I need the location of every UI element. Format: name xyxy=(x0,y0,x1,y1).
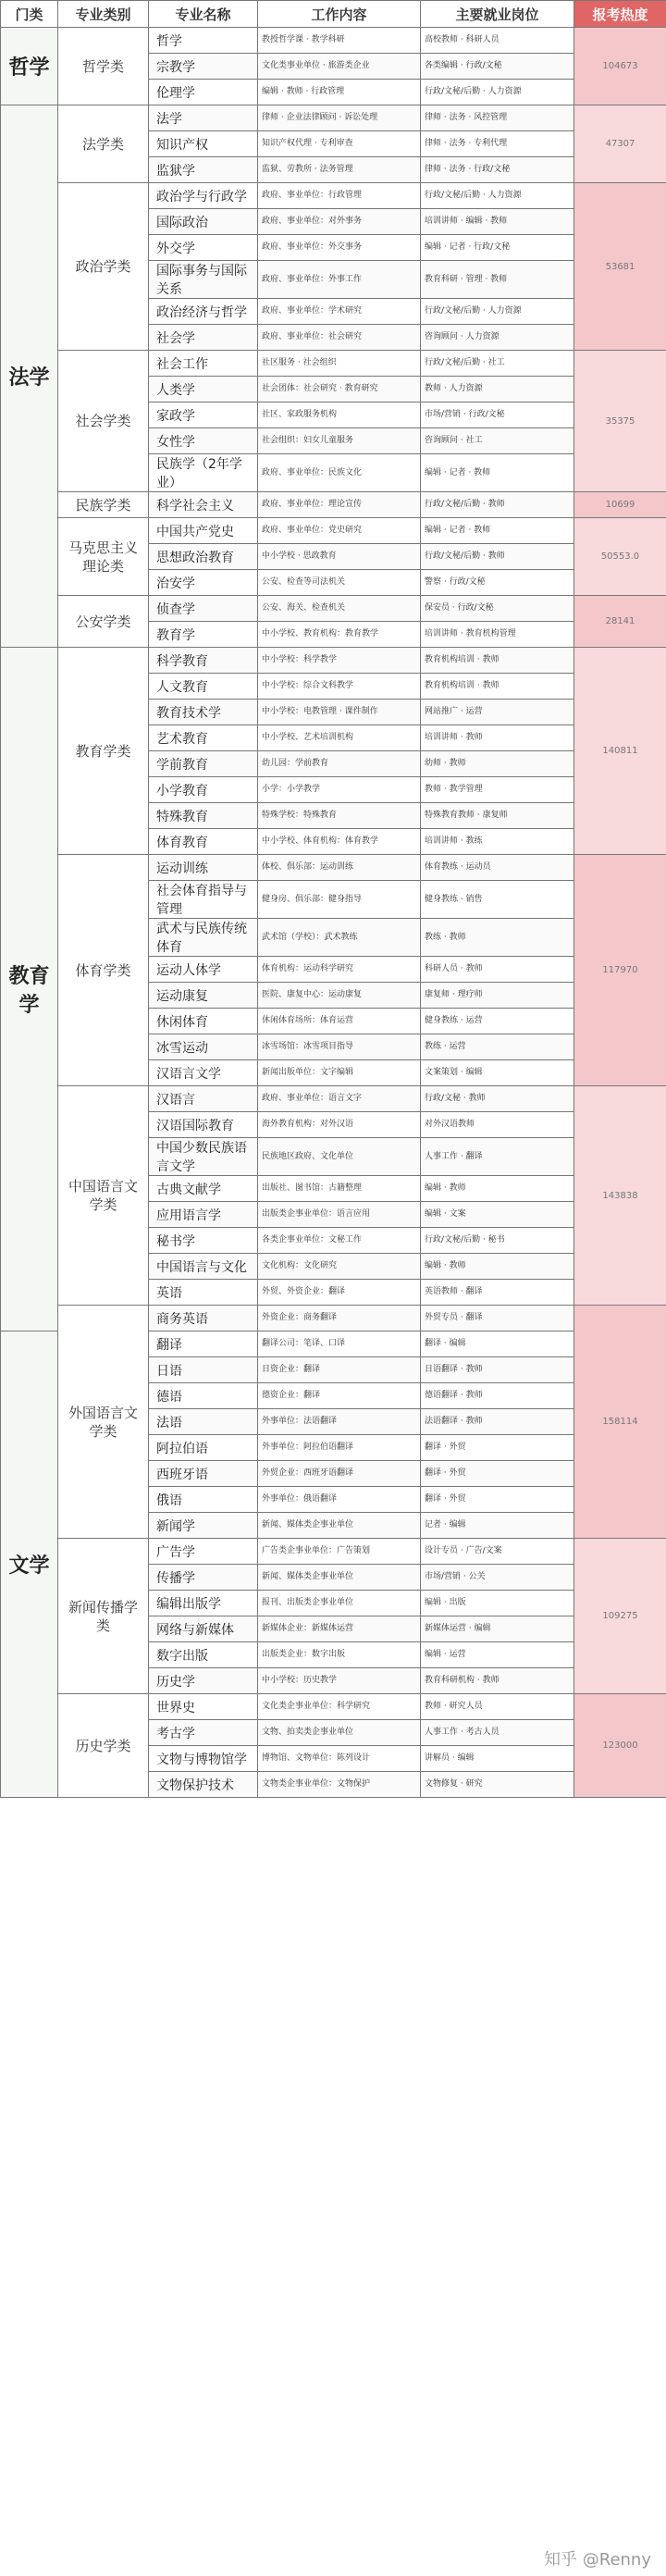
jobs-cell: 教练 · 教师 xyxy=(421,919,574,957)
jobs-cell: 教育科研机构 · 教师 xyxy=(421,1668,574,1694)
jobs-cell: 健身教练 · 运营 xyxy=(421,1009,574,1034)
subcategory-cell: 马克思主义理论类 xyxy=(58,518,149,596)
major-name-cell: 中国少数民族语言文学 xyxy=(149,1138,258,1176)
work-content-cell: 政府、事业单位：民族文化 xyxy=(258,454,421,492)
work-content-cell: 中小学校：科学教学 xyxy=(258,648,421,674)
work-content-cell: 武术馆（学校）：武术教练 xyxy=(258,919,421,957)
work-content-cell: 新闻、媒体类企事业单位 xyxy=(258,1565,421,1591)
work-content-cell: 文物、拍卖类企事业单位 xyxy=(258,1720,421,1746)
header-row xyxy=(1,1,666,28)
major-name-cell: 西班牙语 xyxy=(149,1461,258,1487)
major-name-cell: 广告学 xyxy=(149,1539,258,1565)
major-name-cell: 冰雪运动 xyxy=(149,1034,258,1060)
major-name-cell: 德语 xyxy=(149,1383,258,1409)
work-content-cell: 外贸企业：西班牙语翻译 xyxy=(258,1461,421,1487)
table-row xyxy=(1,105,666,131)
work-content-cell: 新闻、媒体类企事业单位 xyxy=(258,1513,421,1539)
major-name-cell: 运动康复 xyxy=(149,983,258,1009)
major-name-cell: 汉语国际教育 xyxy=(149,1112,258,1138)
header-jobs: 主要就业岗位 xyxy=(421,1,574,28)
major-name-cell: 日语 xyxy=(149,1357,258,1383)
subcategory-cell: 法学类 xyxy=(58,105,149,183)
major-name-cell: 中国语言与文化 xyxy=(149,1254,258,1280)
heat-cell: 47307 xyxy=(574,105,666,183)
jobs-cell: 教师 · 人力资源 xyxy=(421,377,574,402)
jobs-cell: 编辑 · 教师 xyxy=(421,1254,574,1280)
major-name-cell: 思想政治教育 xyxy=(149,544,258,570)
work-content-cell: 各类企事业单位：文秘工作 xyxy=(258,1228,421,1254)
work-content-cell: 政府、事业单位：外交事务 xyxy=(258,235,421,261)
work-content-cell: 社区、家政服务机构 xyxy=(258,402,421,428)
subcategory-cell: 民族学类 xyxy=(58,492,149,518)
jobs-cell: 编辑 · 出版 xyxy=(421,1591,574,1616)
work-content-cell: 社会组织：妇女儿童服务 xyxy=(258,428,421,454)
major-name-cell: 阿拉伯语 xyxy=(149,1435,258,1461)
table-body xyxy=(1,28,666,1798)
subcategory-cell: 新闻传播学类 xyxy=(58,1539,149,1694)
major-name-cell: 监狱学 xyxy=(149,157,258,183)
work-content-cell: 广告类企事业单位：广告策划 xyxy=(258,1539,421,1565)
major-name-cell: 新闻学 xyxy=(149,1513,258,1539)
major-name-cell: 政治经济与哲学 xyxy=(149,299,258,325)
work-content-cell: 社区服务 · 社会组织 xyxy=(258,351,421,377)
work-content-cell: 知识产权代理 · 专利审查 xyxy=(258,131,421,157)
header-subcategory: 专业类别 xyxy=(58,1,149,28)
jobs-cell: 幼师 · 教师 xyxy=(421,751,574,777)
work-content-cell: 幼儿园：学前教育 xyxy=(258,751,421,777)
major-name-cell: 哲学 xyxy=(149,28,258,54)
major-name-cell: 世界史 xyxy=(149,1694,258,1720)
jobs-cell: 编辑 · 记者 · 行政/文秘 xyxy=(421,235,574,261)
heat-cell: 53681 xyxy=(574,183,666,351)
major-name-cell: 考古学 xyxy=(149,1720,258,1746)
major-name-cell: 汉语言文学 xyxy=(149,1060,258,1086)
major-name-cell: 社会体育指导与管理 xyxy=(149,881,258,919)
header-major: 专业名称 xyxy=(149,1,258,28)
major-name-cell: 法语 xyxy=(149,1409,258,1435)
jobs-cell: 人事工作 · 翻译 xyxy=(421,1138,574,1176)
work-content-cell: 中小学校、体育机构：体育教学 xyxy=(258,829,421,855)
header-category: 门类 xyxy=(1,1,58,28)
table-row xyxy=(1,1306,666,1331)
jobs-cell: 特殊教育教师 · 康复师 xyxy=(421,803,574,829)
jobs-cell: 行政/文秘/后勤 · 教师 xyxy=(421,544,574,570)
subcategory-cell: 教育学类 xyxy=(58,648,149,855)
jobs-cell: 网站推广 · 运营 xyxy=(421,700,574,725)
table-row xyxy=(1,855,666,881)
jobs-cell: 行政/文秘/后勤 · 教师 xyxy=(421,492,574,518)
jobs-cell: 设计专员 · 广告/文案 xyxy=(421,1539,574,1565)
jobs-cell: 翻译 · 外贸 xyxy=(421,1461,574,1487)
work-content-cell: 外贸、外资企业：翻译 xyxy=(258,1280,421,1306)
jobs-cell: 咨询顾问 · 社工 xyxy=(421,428,574,454)
major-name-cell: 运动训练 xyxy=(149,855,258,881)
jobs-cell: 教育机构培训 · 教师 xyxy=(421,674,574,700)
work-content-cell: 德资企业：翻译 xyxy=(258,1383,421,1409)
major-name-cell: 治安学 xyxy=(149,570,258,596)
jobs-cell: 律师 · 法务 · 风控管理 xyxy=(421,105,574,131)
jobs-cell: 行政/文秘/后勤 · 社工 xyxy=(421,351,574,377)
major-name-cell: 外交学 xyxy=(149,235,258,261)
jobs-cell: 教育机构培训 · 教师 xyxy=(421,648,574,674)
major-name-cell: 汉语言 xyxy=(149,1086,258,1112)
jobs-cell: 新媒体运营 · 编辑 xyxy=(421,1616,574,1642)
work-content-cell: 新媒体企业：新媒体运营 xyxy=(258,1616,421,1642)
major-name-cell: 秘书学 xyxy=(149,1228,258,1254)
jobs-cell: 行政/文秘/后勤 · 人力资源 xyxy=(421,299,574,325)
major-name-cell: 科学社会主义 xyxy=(149,492,258,518)
table-row xyxy=(1,1694,666,1720)
jobs-cell: 翻译 · 外贸 xyxy=(421,1487,574,1513)
major-name-cell: 民族学（2年学业） xyxy=(149,454,258,492)
jobs-cell: 各类编辑 · 行政/文秘 xyxy=(421,54,574,80)
jobs-cell: 律师 · 法务 · 专利代理 xyxy=(421,131,574,157)
major-name-cell: 特殊教育 xyxy=(149,803,258,829)
heat-cell: 28141 xyxy=(574,596,666,648)
table-row xyxy=(1,183,666,209)
work-content-cell: 休闲体育场所：体育运营 xyxy=(258,1009,421,1034)
jobs-cell: 咨询顾问 · 人力资源 xyxy=(421,325,574,351)
work-content-cell: 中小学校、艺术培训机构 xyxy=(258,725,421,751)
major-name-cell: 人文教育 xyxy=(149,674,258,700)
jobs-cell: 法语翻译 · 教师 xyxy=(421,1409,574,1435)
work-content-cell: 中小学校、教育机构：教育教学 xyxy=(258,622,421,648)
subcategory-cell: 外国语言文学类 xyxy=(58,1306,149,1539)
jobs-cell: 律师 · 法务 · 行政/文秘 xyxy=(421,157,574,183)
work-content-cell: 文物类企事业单位：文物保护 xyxy=(258,1772,421,1798)
jobs-cell: 编辑 · 教师 xyxy=(421,1176,574,1202)
work-content-cell: 外事单位：阿拉伯语翻译 xyxy=(258,1435,421,1461)
heat-cell: 117970 xyxy=(574,855,666,1086)
work-content-cell: 律师 · 企业法律顾问 · 诉讼处理 xyxy=(258,105,421,131)
work-content-cell: 民族地区政府、文化单位 xyxy=(258,1138,421,1176)
work-content-cell: 冰雪场馆：冰雪项目指导 xyxy=(258,1034,421,1060)
major-name-cell: 家政学 xyxy=(149,402,258,428)
work-content-cell: 中小学校：历史教学 xyxy=(258,1668,421,1694)
major-name-cell: 伦理学 xyxy=(149,80,258,105)
jobs-cell: 教师 · 教学管理 xyxy=(421,777,574,803)
jobs-cell: 日语翻译 · 教师 xyxy=(421,1357,574,1383)
major-name-cell: 教育技术学 xyxy=(149,700,258,725)
work-content-cell: 海外教育机构：对外汉语 xyxy=(258,1112,421,1138)
work-content-cell: 政府、事业单位：社会研究 xyxy=(258,325,421,351)
jobs-cell: 警察 · 行政/文秘 xyxy=(421,570,574,596)
jobs-cell: 人事工作 · 考古人员 xyxy=(421,1720,574,1746)
category-cell: 教育学 xyxy=(1,648,58,1331)
work-content-cell: 体校、俱乐部：运动训练 xyxy=(258,855,421,881)
table-row xyxy=(1,1086,666,1112)
major-name-cell: 武术与民族传统体育 xyxy=(149,919,258,957)
jobs-cell: 编辑 · 文案 xyxy=(421,1202,574,1228)
major-name-cell: 英语 xyxy=(149,1280,258,1306)
major-name-cell: 商务英语 xyxy=(149,1306,258,1331)
table-row xyxy=(1,648,666,674)
work-content-cell: 教授哲学课 · 教学科研 xyxy=(258,28,421,54)
work-content-cell: 医院、康复中心：运动康复 xyxy=(258,983,421,1009)
table-row xyxy=(1,518,666,544)
category-cell: 文学 xyxy=(1,1331,58,1798)
work-content-cell: 监狱、劳教所 · 法务管理 xyxy=(258,157,421,183)
major-name-cell: 网络与新媒体 xyxy=(149,1616,258,1642)
work-content-cell: 政府、事业单位：理论宣传 xyxy=(258,492,421,518)
jobs-cell: 翻译 · 外贸 xyxy=(421,1435,574,1461)
jobs-cell: 外贸专员 · 翻译 xyxy=(421,1306,574,1331)
jobs-cell: 培训讲师 · 教练 xyxy=(421,829,574,855)
category-cell: 法学 xyxy=(1,105,58,648)
major-name-cell: 数字出版 xyxy=(149,1642,258,1668)
major-name-cell: 俄语 xyxy=(149,1487,258,1513)
jobs-cell: 高校教师 · 科研人员 xyxy=(421,28,574,54)
category-cell: 哲学 xyxy=(1,28,58,105)
major-name-cell: 应用语言学 xyxy=(149,1202,258,1228)
jobs-cell: 德语翻译 · 教师 xyxy=(421,1383,574,1409)
major-name-cell: 中国共产党史 xyxy=(149,518,258,544)
major-name-cell: 法学 xyxy=(149,105,258,131)
major-name-cell: 社会工作 xyxy=(149,351,258,377)
major-name-cell: 政治学与行政学 xyxy=(149,183,258,209)
jobs-cell: 讲解员 · 编辑 xyxy=(421,1746,574,1772)
major-name-cell: 宗教学 xyxy=(149,54,258,80)
major-name-cell: 休闲体育 xyxy=(149,1009,258,1034)
major-name-cell: 小学教育 xyxy=(149,777,258,803)
jobs-cell: 英语教师 · 翻译 xyxy=(421,1280,574,1306)
work-content-cell: 新闻出版单位：文字编辑 xyxy=(258,1060,421,1086)
work-content-cell: 政府、事业单位：党史研究 xyxy=(258,518,421,544)
jobs-cell: 体育教练 · 运动员 xyxy=(421,855,574,881)
work-content-cell: 公安、检查等司法机关 xyxy=(258,570,421,596)
jobs-cell: 培训讲师 · 编辑 · 教师 xyxy=(421,209,574,235)
header-heat: 报考热度 xyxy=(574,1,666,28)
work-content-cell: 出版社、图书馆：古籍整理 xyxy=(258,1176,421,1202)
work-content-cell: 翻译公司：笔译、口译 xyxy=(258,1331,421,1357)
work-content-cell: 中小学校：电教管理 · 课件制作 xyxy=(258,700,421,725)
major-name-cell: 学前教育 xyxy=(149,751,258,777)
work-content-cell: 文化类企事业单位：科学研究 xyxy=(258,1694,421,1720)
jobs-cell: 行政/文秘/后勤 · 人力资源 xyxy=(421,80,574,105)
table-row xyxy=(1,1539,666,1565)
jobs-cell: 编辑 · 记者 · 教师 xyxy=(421,454,574,492)
jobs-cell: 培训讲师 · 教育机构管理 xyxy=(421,622,574,648)
heat-cell: 109275 xyxy=(574,1539,666,1694)
work-content-cell: 政府、事业单位：行政管理 xyxy=(258,183,421,209)
subcategory-cell: 体育学类 xyxy=(58,855,149,1086)
major-name-cell: 科学教育 xyxy=(149,648,258,674)
heat-cell: 104673 xyxy=(574,28,666,105)
major-name-cell: 翻译 xyxy=(149,1331,258,1357)
work-content-cell: 体育机构：运动科学研究 xyxy=(258,957,421,983)
jobs-cell: 康复师 · 理疗师 xyxy=(421,983,574,1009)
major-name-cell: 女性学 xyxy=(149,428,258,454)
table-row xyxy=(1,492,666,518)
major-name-cell: 编辑出版学 xyxy=(149,1591,258,1616)
jobs-cell: 教师 · 研究人员 xyxy=(421,1694,574,1720)
jobs-cell: 记者 · 编辑 xyxy=(421,1513,574,1539)
jobs-cell: 编辑 · 运营 xyxy=(421,1642,574,1668)
table-row xyxy=(1,596,666,622)
work-content-cell: 日资企业：翻译 xyxy=(258,1357,421,1383)
work-content-cell: 政府、事业单位：学术研究 xyxy=(258,299,421,325)
work-content-cell: 博物馆、文物单位：陈列设计 xyxy=(258,1746,421,1772)
jobs-cell: 科研人员 · 教师 xyxy=(421,957,574,983)
jobs-cell: 行政/文秘/后勤 · 秘书 xyxy=(421,1228,574,1254)
major-name-cell: 体育教育 xyxy=(149,829,258,855)
jobs-cell: 保安员 · 行政/文秘 xyxy=(421,596,574,622)
work-content-cell: 报刊、出版类企事业单位 xyxy=(258,1591,421,1616)
major-name-cell: 文物保护技术 xyxy=(149,1772,258,1798)
table-row xyxy=(1,28,666,54)
major-name-cell: 知识产权 xyxy=(149,131,258,157)
jobs-cell: 市场/营销 · 行政/文秘 xyxy=(421,402,574,428)
jobs-cell: 行政/文秘 · 教师 xyxy=(421,1086,574,1112)
work-content-cell: 政府、事业单位：对外事务 xyxy=(258,209,421,235)
jobs-cell: 行政/文秘/后勤 · 人力资源 xyxy=(421,183,574,209)
work-content-cell: 中小学校 · 思政教育 xyxy=(258,544,421,570)
jobs-cell: 翻译 · 编辑 xyxy=(421,1331,574,1357)
subcategory-cell: 历史学类 xyxy=(58,1694,149,1798)
work-content-cell: 文化机构：文化研究 xyxy=(258,1254,421,1280)
work-content-cell: 社会团体：社会研究 · 教育研究 xyxy=(258,377,421,402)
jobs-cell: 对外汉语教师 xyxy=(421,1112,574,1138)
jobs-cell: 市场/营销 · 公关 xyxy=(421,1565,574,1591)
header-content: 工作内容 xyxy=(258,1,421,28)
work-content-cell: 政府、事业单位：外事工作 xyxy=(258,261,421,299)
work-content-cell: 出版类企业：数字出版 xyxy=(258,1642,421,1668)
subcategory-cell: 政治学类 xyxy=(58,183,149,351)
work-content-cell: 健身房、俱乐部：健身指导 xyxy=(258,881,421,919)
major-name-cell: 艺术教育 xyxy=(149,725,258,751)
watermark: 知乎 @Renny xyxy=(544,2550,651,2570)
major-name-cell: 古典文献学 xyxy=(149,1176,258,1202)
table-row xyxy=(1,351,666,377)
jobs-cell: 健身教练 · 销售 xyxy=(421,881,574,919)
major-name-cell: 运动人体学 xyxy=(149,957,258,983)
jobs-cell: 教练 · 运营 xyxy=(421,1034,574,1060)
major-name-cell: 侦查学 xyxy=(149,596,258,622)
work-content-cell: 出版类企事业单位：语言应用 xyxy=(258,1202,421,1228)
work-content-cell: 外资企业：商务翻译 xyxy=(258,1306,421,1331)
work-content-cell: 特殊学校：特殊教育 xyxy=(258,803,421,829)
major-name-cell: 教育学 xyxy=(149,622,258,648)
heat-cell: 158114 xyxy=(574,1306,666,1539)
jobs-cell: 编辑 · 记者 · 教师 xyxy=(421,518,574,544)
work-content-cell: 外事单位：法语翻译 xyxy=(258,1409,421,1435)
heat-cell: 123000 xyxy=(574,1694,666,1798)
work-content-cell: 文化类事业单位 · 旅游类企业 xyxy=(258,54,421,80)
heat-cell: 50553.0 xyxy=(574,518,666,596)
major-name-cell: 文物与博物馆学 xyxy=(149,1746,258,1772)
work-content-cell: 中小学校：综合文科教学 xyxy=(258,674,421,700)
subcategory-cell: 社会学类 xyxy=(58,351,149,492)
jobs-cell: 培训讲师 · 教师 xyxy=(421,725,574,751)
subcategory-cell: 中国语言文学类 xyxy=(58,1086,149,1306)
work-content-cell: 编辑 · 教师 · 行政管理 xyxy=(258,80,421,105)
heat-cell: 10699 xyxy=(574,492,666,518)
major-name-cell: 历史学 xyxy=(149,1668,258,1694)
heat-cell: 143838 xyxy=(574,1086,666,1306)
heat-cell: 140811 xyxy=(574,648,666,855)
major-name-cell: 国际事务与国际关系 xyxy=(149,261,258,299)
jobs-cell: 文案策划 · 编辑 xyxy=(421,1060,574,1086)
subcategory-cell: 哲学类 xyxy=(58,28,149,105)
major-name-cell: 传播学 xyxy=(149,1565,258,1591)
jobs-cell: 教育科研 · 管理 · 教师 xyxy=(421,261,574,299)
work-content-cell: 政府、事业单位：语言文字 xyxy=(258,1086,421,1112)
work-content-cell: 公安、海关、检查机关 xyxy=(258,596,421,622)
major-name-cell: 国际政治 xyxy=(149,209,258,235)
major-name-cell: 社会学 xyxy=(149,325,258,351)
jobs-cell: 文物修复 · 研究 xyxy=(421,1772,574,1798)
work-content-cell: 小学：小学教学 xyxy=(258,777,421,803)
heat-cell: 35375 xyxy=(574,351,666,492)
work-content-cell: 外事单位：俄语翻译 xyxy=(258,1487,421,1513)
subcategory-cell: 公安学类 xyxy=(58,596,149,648)
major-name-cell: 人类学 xyxy=(149,377,258,402)
